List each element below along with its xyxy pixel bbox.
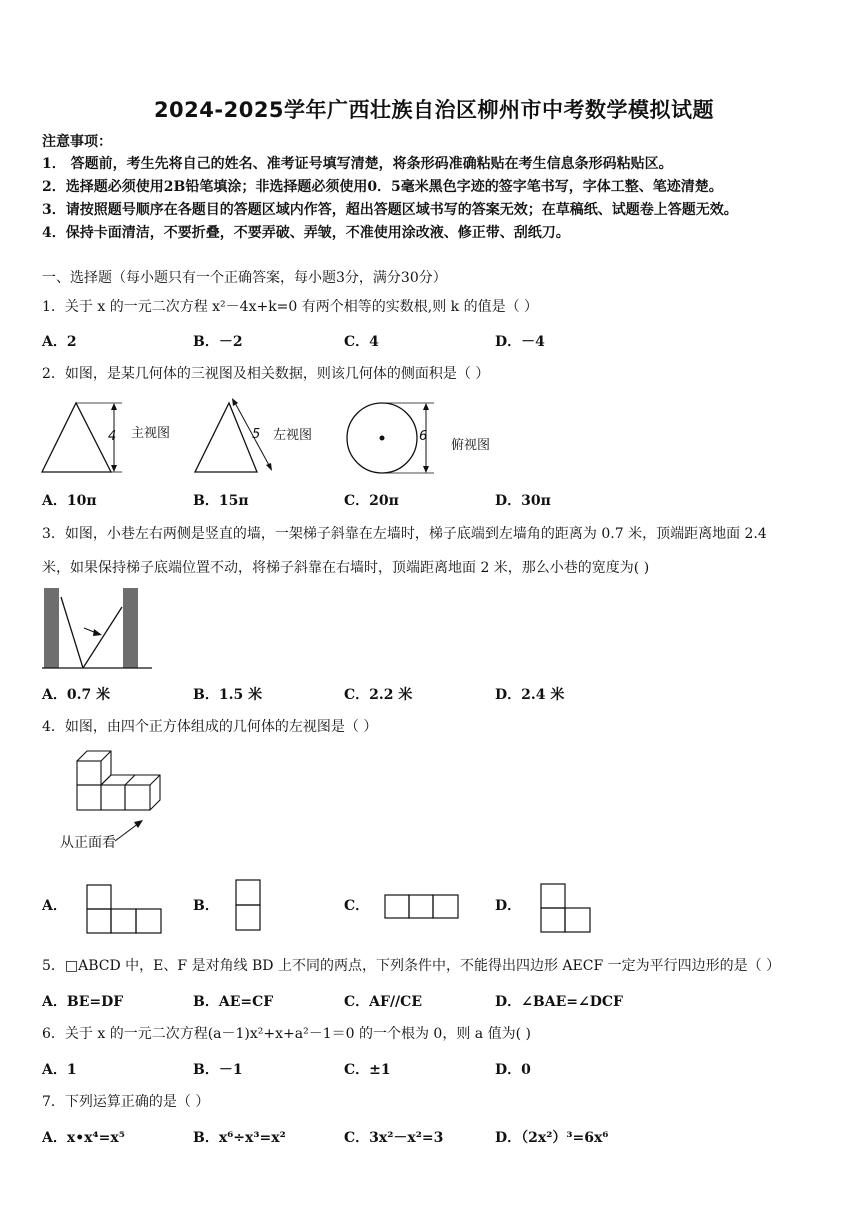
q6-option-a[interactable]: A．1 bbox=[42, 1062, 77, 1078]
side-view-label: 左视图 bbox=[273, 428, 313, 443]
q2-option-c[interactable]: C．20π bbox=[344, 493, 399, 509]
question-4-stem: 4．如图，由四个正方体组成的几何体的左视图是（ ） bbox=[42, 719, 378, 735]
question-5-stem: 5．□ABCD 中，E、F 是对角线 BD 上不同的两点，下列条件中，不能得出四边形 AECF 一定为平行四边形的是（ ） bbox=[42, 958, 781, 974]
q3-option-b[interactable]: B．1.5 米 bbox=[193, 687, 263, 703]
q6-option-b[interactable]: B．－1 bbox=[193, 1062, 243, 1078]
note-item: 2．选择题必须使用2B铅笔填涂；非选择题必须使用0．5毫米黑色字迹的签字笔书写，字体工整、笔迹清楚。 bbox=[42, 179, 723, 195]
q2-option-a[interactable]: A．10π bbox=[42, 493, 97, 509]
question-2-stem: 2．如图，是某几何体的三视图及相关数据，则该几何体的侧面积是（ ） bbox=[42, 366, 490, 382]
q4-option-b[interactable]: B． bbox=[193, 898, 219, 914]
q1-option-a[interactable]: A．2 bbox=[42, 334, 77, 350]
q4-option-b-view bbox=[236, 880, 260, 930]
q5-option-a[interactable]: A．BE=DF bbox=[42, 994, 124, 1010]
note-item: 3．请按照题号顺序在各题目的答题区域内作答，超出答题区域书写的答案无效；在草稿纸、试题卷上答题无效。 bbox=[42, 202, 738, 218]
note-item: 4．保持卡面清洁，不要折叠，不要弄破、弄皱，不准使用涂改液、修正带、刮纸刀。 bbox=[42, 225, 570, 241]
q3-option-a[interactable]: A．0.7 米 bbox=[42, 687, 111, 703]
view-direction-caption: 从正面看 bbox=[60, 835, 116, 851]
q7-option-a[interactable]: A．x•x⁴=x⁵ bbox=[42, 1130, 125, 1146]
question-3-stem-line2: 米，如果保持梯子底端位置不动，将梯子斜靠在右墙时，顶端距离地面 2 米，那么小巷的宽度为( ) bbox=[42, 560, 650, 576]
q1-option-d[interactable]: D．－4 bbox=[495, 334, 545, 350]
q4-option-a[interactable]: A． bbox=[42, 898, 67, 914]
ladder-left-position bbox=[61, 597, 83, 668]
front-view-label: 主视图 bbox=[131, 426, 171, 441]
q1-option-b[interactable]: B．－2 bbox=[193, 334, 243, 350]
note-item: 1． 答题前，考生先将自己的姓名、准考证号填写清楚，将条形码准确粘贴在考生信息条形码粘贴区。 bbox=[42, 156, 673, 172]
q7-option-c[interactable]: C．3x²－x²=3 bbox=[344, 1130, 444, 1146]
question-3-stem-line1: 3．如图，小巷左右两侧是竖直的墙，一架梯子斜靠在左墙时，梯子底端到左墙角的距离为 0.7 米，顶端距离地面 2.4 bbox=[42, 526, 767, 542]
q2-option-b[interactable]: B．15π bbox=[193, 493, 249, 509]
question-7-stem: 7．下列运算正确的是（ ） bbox=[42, 1094, 210, 1110]
ladder-alley-figure bbox=[0, 585, 200, 675]
section-heading: 一、选择题（每小题只有一个正确答案，每小题3分，满分30分） bbox=[42, 270, 447, 286]
q3-option-c[interactable]: C．2.2 米 bbox=[344, 687, 413, 703]
q1-option-c[interactable]: C．4 bbox=[344, 334, 379, 350]
top-view-number: 6 bbox=[419, 429, 428, 444]
notes-heading: 注意事项： bbox=[42, 134, 112, 150]
q4-option-views bbox=[0, 875, 620, 945]
q5-option-d[interactable]: D．∠BAE=∠DCF bbox=[495, 994, 623, 1010]
q7-option-d[interactable]: D．（2x²）³=6x⁶ bbox=[495, 1130, 609, 1146]
page-title: 2024-2025学年广西壮族自治区柳州市中考数学模拟试题 bbox=[153, 98, 715, 122]
question-6-stem: 6．关于 x 的一元二次方程(a－1)x²+x+a²－1＝0 的一个根为 0，则 a 值为( ) bbox=[42, 1026, 531, 1042]
question-1-stem: 1．关于 x 的一元二次方程 x²－4x+k=0 有两个相等的实数根,则 k 的值是（ ） bbox=[42, 299, 539, 315]
q4-option-c[interactable]: C． bbox=[344, 898, 370, 914]
q3-option-d[interactable]: D．2.4 米 bbox=[495, 687, 565, 703]
left-wall bbox=[44, 588, 59, 668]
q6-option-d[interactable]: D．0 bbox=[495, 1062, 531, 1078]
q4-option-a-view bbox=[87, 885, 161, 933]
q2-option-d[interactable]: D．30π bbox=[495, 493, 551, 509]
q7-option-b[interactable]: B．x⁶÷x³=x² bbox=[193, 1130, 286, 1146]
q4-option-d[interactable]: D． bbox=[495, 898, 522, 914]
q5-option-b[interactable]: B．AE=CF bbox=[193, 994, 274, 1010]
side-view-number: 5 bbox=[252, 427, 261, 442]
q5-option-c[interactable]: C．AF//CE bbox=[344, 994, 422, 1010]
q6-option-c[interactable]: C．±1 bbox=[344, 1062, 391, 1078]
top-view-label: 俯视图 bbox=[451, 438, 491, 453]
side-view-triangle bbox=[195, 403, 257, 472]
ladder-right-position bbox=[83, 607, 122, 668]
right-wall bbox=[123, 588, 138, 668]
q4-option-d-view bbox=[541, 884, 590, 932]
q4-option-c-view bbox=[385, 895, 458, 918]
front-view-number: 4 bbox=[108, 429, 117, 444]
center-dot bbox=[380, 436, 385, 441]
front-view-triangle bbox=[42, 403, 111, 472]
